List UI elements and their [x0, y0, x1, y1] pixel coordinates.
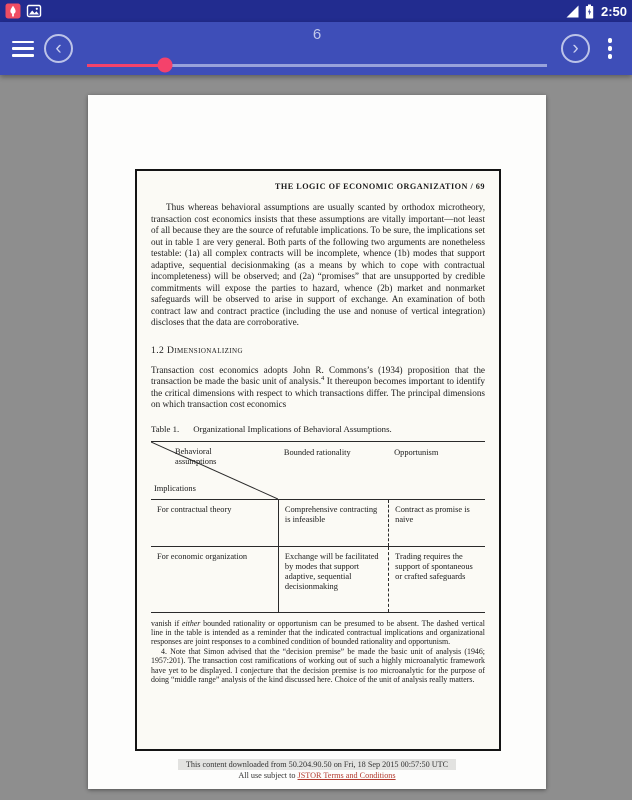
- table-header-row: [151, 442, 485, 500]
- col-header-opportunism: Opportunism: [394, 447, 439, 457]
- paragraph-1: Thus whereas behavioral assumptions are usually scanted by orthodox microtheory, transaction cost economics insists that these assumptions are vitally important—not least of all because they are the source of refutable implications. To be sure, the implications set out in table 1 are very general. Both parts of the following two arguments are nonetheless testable: (1a) all complex contracts will be incomplete, whence (1b) modes that support adaptive, sequential decisionmaking (as a means by which to cope with contractual incompleteness) will be observed; and (2a) “promises” that are unsupported by credible commitments will expose the parties to hazard, whence (2b) market and nonmarket safeguards will be observed to arise in support of exchange. An examination of both contract law and contract practice (including the use and nonuse of vertical integration) discloses that the data are corroborative.: [151, 202, 485, 327]
- scanned-page: [135, 169, 501, 751]
- running-head: THE LOGIC OF ECONOMIC ORGANIZATION / 69: [274, 182, 485, 191]
- toolbar: [0, 22, 632, 75]
- corner-label-top: Behavioral assumptions: [175, 446, 217, 466]
- table-1: [151, 441, 485, 613]
- prev-page-button[interactable]: ‹: [44, 34, 73, 63]
- status-bar: [0, 0, 632, 22]
- corner-label-bottom: Implications: [154, 484, 196, 494]
- signal-icon: [565, 4, 580, 19]
- table-corner-cell: [151, 442, 278, 499]
- paragraph-2: Transaction cost economics adopts John R. Commons’s (1934) proposition that the transaction be made the basic unit of analysis.$^4$ It thereupon becomes important to identify the critical dimensions with respect to which transactions differ. The principal dimensions on which transaction cost economics: [151, 364, 485, 409]
- slider-thumb[interactable]: [158, 58, 173, 73]
- table-row: For economic organization Exchange will be facilitated by modes that support adaptive, sequential decisionmaking Trading requires the support of spontaneous or crafted safeguards: [151, 546, 485, 612]
- table-row: For contractual theory Comprehensive contracting is infeasible Contract as promise is naive: [151, 500, 485, 546]
- battery-icon: [585, 4, 594, 19]
- section-heading: 1.2 Dimensionalizing: [151, 344, 243, 356]
- status-time: 2:50: [600, 3, 627, 19]
- jstor-terms-line: All use subject to JSTOR Terms and Conditions: [238, 771, 396, 780]
- status-bar-right: [565, 4, 627, 19]
- footnote-marker: 4: [321, 374, 325, 382]
- jstor-terms-link[interactable]: JSTOR Terms and Conditions: [297, 771, 396, 780]
- table-caption: Table 1. Organizational Implications of Behavioral Assumptions.: [151, 423, 392, 434]
- footnote-4: 4. Note that Simon advised that the “decision premise” be made the basic unit of analysis (1946; 1957:201). The transaction cost ramifications of working out of such a highly microanalytic framework have yet to be displayed. I conjecture that the decision premise is too microanalytic for the purpose of doing “middle range” analysis of the kind discussed here. Choice of the unit of analysis really matters.: [151, 646, 486, 684]
- menu-button[interactable]: [12, 41, 34, 57]
- page-slider[interactable]: [87, 58, 547, 72]
- next-page-button[interactable]: ›: [561, 34, 590, 63]
- page-number-label: 6: [312, 26, 322, 43]
- footnote-continuation: vanish if either bounded rationality or opportunism can be presumed to be absent. The dashed vertical line in the table is intended as a reminder that the indicated contractual implications and organizational responses are joint responses to a combined condition of bounded rationality and opportunism.: [151, 618, 485, 647]
- screenshot-icon: [26, 3, 42, 19]
- jstor-download-line: This content downloaded from 50.204.90.50 on Fri, 18 Sep 2015 00:57:50 UTC: [178, 759, 456, 770]
- footnotes: [151, 619, 485, 685]
- col-header-bounded-rationality: Bounded rationality: [283, 447, 351, 457]
- status-bar-left: [5, 3, 42, 19]
- jstor-stamp: [88, 759, 546, 780]
- slider-active-track[interactable]: [87, 64, 165, 67]
- page-slider-area: [83, 22, 551, 75]
- torch-app-icon: [5, 3, 21, 19]
- pdf-page: [88, 95, 546, 789]
- overflow-menu-button[interactable]: [600, 34, 620, 64]
- document-viewport[interactable]: [0, 75, 632, 800]
